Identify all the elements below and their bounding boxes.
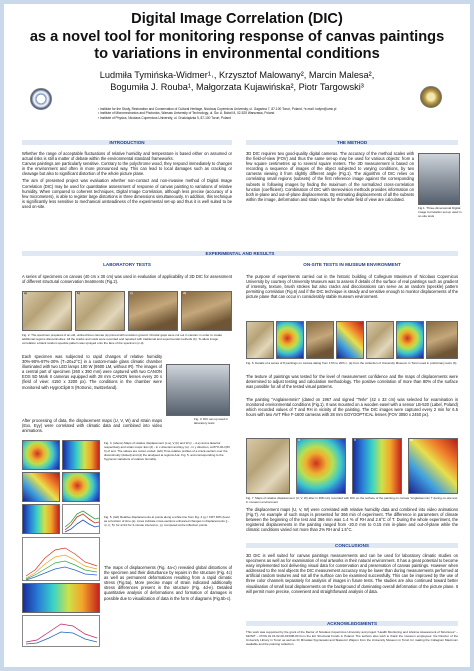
fig6-map-1: [276, 321, 304, 359]
fig7-painting-photo: [246, 438, 290, 494]
lab-paragraph-4: The maps of displacements (Fig. 4a-c) revealed global distortions of the specimen and their disturbance by repairs in the structure (Fig. 4c) as well as permanent deformations resulting from a rapid climatic stress (Fig.5a). More precise maps of strain indicated additionally stress differences present in the structure (Fig. 4d-e). Detailed quantitative analysis of deformations and formation of damages is possible due to visualization of data in the form of diagrams (Fig.5b-c).: [104, 565, 232, 601]
fig4d-strain-map: [62, 472, 100, 502]
fig7-u-label: U: [298, 438, 301, 442]
introduction-text: [22, 151, 232, 209]
method-heading: THE METHOD: [336, 140, 368, 145]
onsite-paragraph-4: The displacement maps (U, V, W) were correlated with relative humidity data and combined into video animations (Fig.7). An example of such maps is presented for 366 min of experiment. The difference in parameters of climate between the beginning of the test and 366 min was 1.4 % of RH and 2.6°C of T. During the whole experiment, the registered displacements in the painting ranged from -20.0 mm to 0.15 mm in-plane and out-of-plane while the climatic conditions varied not more than 2% RH and 1.5°C.: [246, 507, 458, 533]
fig6-map-2: [336, 321, 364, 359]
introduction-heading: INTRODUCTION: [109, 140, 145, 145]
fig7-v-map: [352, 438, 402, 494]
author-list: [40, 69, 434, 93]
affiliation-2: ² Institute of Micromechanics and Photonics, Warsaw University of Technology, ul. Św. A. Boboli 8, 02-525 Warszawa, Poland: [98, 111, 275, 116]
fig2c-label: c): [130, 291, 133, 295]
fig6-painting-detail-1: [246, 321, 274, 359]
fig2a-label: a): [24, 291, 27, 295]
fig4-time-profile-chart: [62, 504, 100, 534]
fig5-strain-chart: [22, 615, 100, 647]
fig7-v-label: V: [354, 438, 357, 442]
title-line-1: Digital Image Correlation (DIC): [131, 11, 343, 27]
experimental-heading: EXPERIMENTAL AND RESULTS: [205, 251, 275, 256]
fig6-painting-detail-4: [426, 321, 458, 359]
fig2d-speckle-photo: [181, 291, 232, 331]
fig3-caption: Fig. 3. DIC set-up used in laboratory tests: [194, 417, 229, 425]
fig4-profile-lines: [63, 505, 101, 535]
onsite-heading: ON-SITE TESTS IN MUSEUM ENVIRONMENT: [303, 262, 401, 267]
fig6-painting-detail-2: [306, 321, 334, 359]
conclusions-heading: CONCLUSIONS: [335, 543, 369, 548]
poster-title: [10, 11, 464, 64]
fig5-displacement-chart: [22, 537, 100, 581]
fig5-displacement-lines: [23, 538, 101, 582]
title-line-3: to variations in environmental conditions: [94, 46, 380, 62]
method-text: 3D DIC requires two good-quality digital cameras. The accuracy of the method scales with the field-of-view (FOV) and thus the same set-up may be used for various objects: from a few square centimetres up to several square meters. The 3D measurement is based on recording a sequence of images of the object subjected to varying conditions, by two cameras viewing it from slightly different angle (Fig.1). The algorithm of DIC relies on correlating small regions (subsets) of the first reference image against the corresponding subsets in following images by finding the maximum of the normalized cross-correlation function (coefficient). Combination of DIC with stereovision methods provides information on both in-plane and out-of-plane displacements. By estimating displacements of all the subsets within the image, deformation and strain maps for the whole field of view are calculated.: [246, 151, 414, 202]
affiliation-3: ³ Institute of Physics, Nicolaus Copernicus University, ul. Grudziądzka 5, 87-100 Toruń, Poland: [98, 115, 231, 120]
fig4b-displacement-map: [62, 440, 100, 470]
fig5-profile-map: [22, 583, 100, 613]
fig7-w-label: W: [410, 438, 413, 442]
fig1-caption: Fig.1. Three-dimensional Digital Image Correlation set-up used in on-site tests: [418, 206, 462, 218]
introduction-paragraph-1: Whether the range of acceptable fluctuations of relative humidity and temperature is based either on assumed or actual risks is still a matter of debate within the environmental standard frameworks.: [22, 151, 232, 162]
fig2a-canvas-photo: [22, 291, 72, 331]
fig5-strain-lines: [23, 616, 101, 648]
fig2d-label: d): [183, 291, 186, 295]
fig6-map-3: [396, 321, 424, 359]
fig6-painting-detail-3: [366, 321, 394, 359]
onsite-paragraph-1: The purpose of experiments carried out in the historic building of Collegium Maximum of Nicolaus Copernicus University by courtesy of University Museum was to assess if details of the surface of real paintings such as gradient of intensity, texture, brush strokes but also cracks and discolorations can serve as an random (speckle) pattern permitting correlation (Fig.6) and if the DIC technique is steady and sensitive enough to monitor displacements of the picture plane that can occur in considerably stable museum environment.: [246, 274, 458, 300]
lab-heading: LABORATORY TESTS: [103, 262, 151, 267]
affiliation-1: ¹ Institute for the Study, Restoration and Conservation of Cultural Heritage, Nicolaus Copernicus University, ul. Gagarina 7, 87-100 Toruń, Poland, *e-mail: ludym@umk.pl: [98, 107, 337, 111]
introduction-paragraph-3: The aim of presented project was evaluation whether non-contact and non-invasive method of Digital Image Correlation (DIC) may be used for quantitative assessment of response of canvas painting to variations of relative humidity. When compared to coherent techniques, Digital Image Correlation, although less precise (accuracy of a few micrometers), is able to register large distortions in three dimensions simultaneously. In addition, this technique is significantly less sensitive to mechanical unsteadiness of the experimental set-up and thus it is well suited to be used on-site.: [22, 178, 232, 209]
fig7-w-map: [408, 438, 458, 494]
authors-line-1: Ludmiła Tymińska-Widmer¹˒, Krzysztof Malowany², Marcin Malesa²,: [99, 70, 375, 80]
authors-line-2: Bogumiła J. Rouba¹, Małgorzata Kujawińska², Piotr Targowski³: [110, 82, 364, 92]
fig1-onsite-setup-photo: [418, 153, 460, 205]
fig2c-speckle-photo: [128, 291, 178, 331]
onsite-paragraph-2: The texture of paintings was tested for the level of measurement confidence and the maps of displacements were determined to adjust testing and calculation methodology. The positive correlation of more than 80% of the surface was possible for all of the tested visual patterns.: [246, 374, 458, 390]
fig2b-canvas-photo: [75, 291, 125, 331]
fig7-caption: Fig. 7. Maps of relative displacement (U, V, W) after in 368 min) recorded with DIC on the surface of the painting on canvas "Anglaisemmin I" during on-site test in museum environment: [246, 496, 458, 504]
fig2-caption: Fig. 2. The specimen prepared of an old, unlined linen canvas (a) primed with emulsion ground. Circular gaps were cut out in canvas: in order to create additional regions discontinuities. All the cracks and voids were recorded and repaired with traditional and experimental methods (b). To allow image correlation a black random speckle pattern was sprayed onto the face of the specimen (c-d).: [22, 333, 223, 345]
fig4e-strain-map: [22, 504, 60, 534]
conclusions-text: 3D DIC is well suited for canvas paintings measurements and can be used for laboratory climatic studies on specimens as well as for examination of real artworks in their natural environment. It has a great potential to become easy implemented tool delivering visual data for conservation and preservation of canvas paintings. However when addressed to the real objects the DIC measurement accuracy may be lower than during measurements performed at artificial random textures and not all the surface can be examined successfully. This can be improved by the use of three color channels separately for analysis of images in future tests. The studies are also continued toward better visualisation of small local displacements on the background of dominating overall deformation of the picture plane. It will permit more precise, convenient and straightforward analysis of data.: [246, 553, 458, 594]
lab-paragraph-3: After processing of data, the displacement maps (U, V, W) and strain maps (Exx, Eyy) were correlated with climatic data and combined into video animations.: [22, 418, 162, 434]
acknowledgments-heading: ACKNOWLEDGMENTS: [326, 621, 378, 626]
fig7-u-map: [296, 438, 346, 494]
lab-paragraph-2: Each specimen was subjected to rapid changes of relative humidity 30%-90%-87%-30% (T=20±2°C) in a custom-made glass climatic chamber illuminated with two LED lamps 100 W (8600 LM, without IR). The images of a central part of specimen (260 x 390 mm) were captured with two CANON EOS 5D Mark II cameras equipped with 28 mm CANON lenses every 20 s (field of view: 4150 x 3200 px). The conditions in the chamber were monitored with HygroClip8 S (Rotronic, Switzerland).: [22, 354, 162, 390]
fig6-caption: Fig. 6. Details of a series of 8 paintings on canvas dating from 17th to 20th c. (a) from the collection of University Museum in Toruń used in preliminary tests (b).: [246, 361, 458, 365]
lab-paragraph-1: A series of specimens on canvas (40 cm x 30 cm) was used in evaluation of applicability of 3D DIC for assessment of different structural conservation treatments (Fig.2).: [22, 274, 232, 285]
introduction-paragraph-2: Canvas paintings are particularly sensitive. Contrary to the polychrome wood, they respond immediately to changes in the environment and often in more pronounced way. This can lead to local damages such as cracking or cleavage but also to significant distortion of the whole picture plane.: [22, 161, 232, 177]
acknowledgments-text: This work was supported by the grant of the Rector of Nicolaus Copernicus University and project "Health Monitoring and Lifetime Assessment of Structures" – MONIT – POIG.01.01.02-00-013/08-00 from the EU Structural Funds in Poland. The authors also wish to thank the museum employees: the Director of the University Library in Toruń as well as Dr Mirosław Sypniewski and Sławomir Wajcon from the University Museum in Toruń for making the Collegium Maximum available and the painting collection.: [246, 630, 458, 646]
fig4a-displacement-map: [22, 440, 60, 470]
onsite-paragraph-3: The painting "Anglaisemmin" (dated on 1967 and signed "Terle" (42 x 33 cm) was selected for examination in monitored environmental conditions (Fig.1). It was mounted on a wooden easel with a sensor LB-520 (Label, Poland) which recorded values of T and RH in vicinity of the painting. The DIC images were captured every 2 min for 6.5 hours with two AVT Pike F-1600 cameras with 28 mm GOYOOPTICAL lenses (FOV 3050 x 2450 px).: [246, 397, 458, 418]
fig5-caption: Fig. 5. (left) Relative displacements at points along a white line from Fig. 4 (g = FRT 46% (level as a function of time (a). Lines indicate cross-sections enhanced changes in displacements (j - n). (r, 5): for a=10 for 3-minute interval (o, p), computed at the inflection points.: [104, 515, 230, 527]
fig4-caption: Fig. 4. (above) Maps of relative displacement (c-a), V (b) and W (c – d-e) and a detector respectively and strain maps: Exx (d) - in x direction and Eyy (e) - in y direction, at 87% RH (83 h) of test. The values are colour-coded. (left) Time-relative profiles of a crack-section over the discontinuity (dotted) and (d) the analysed at regions A-E. Fig. 5. and corresponding to the hygromet variations of relative humidity.: [104, 441, 230, 461]
affiliations: [98, 107, 368, 120]
fig3-lab-setup-photo: [166, 364, 230, 416]
title-line-2: as a novel tool for monitoring response of canvas paintings: [29, 28, 445, 45]
fig4c-displacement-map: [22, 472, 60, 502]
fig2b-label: b): [77, 291, 80, 295]
